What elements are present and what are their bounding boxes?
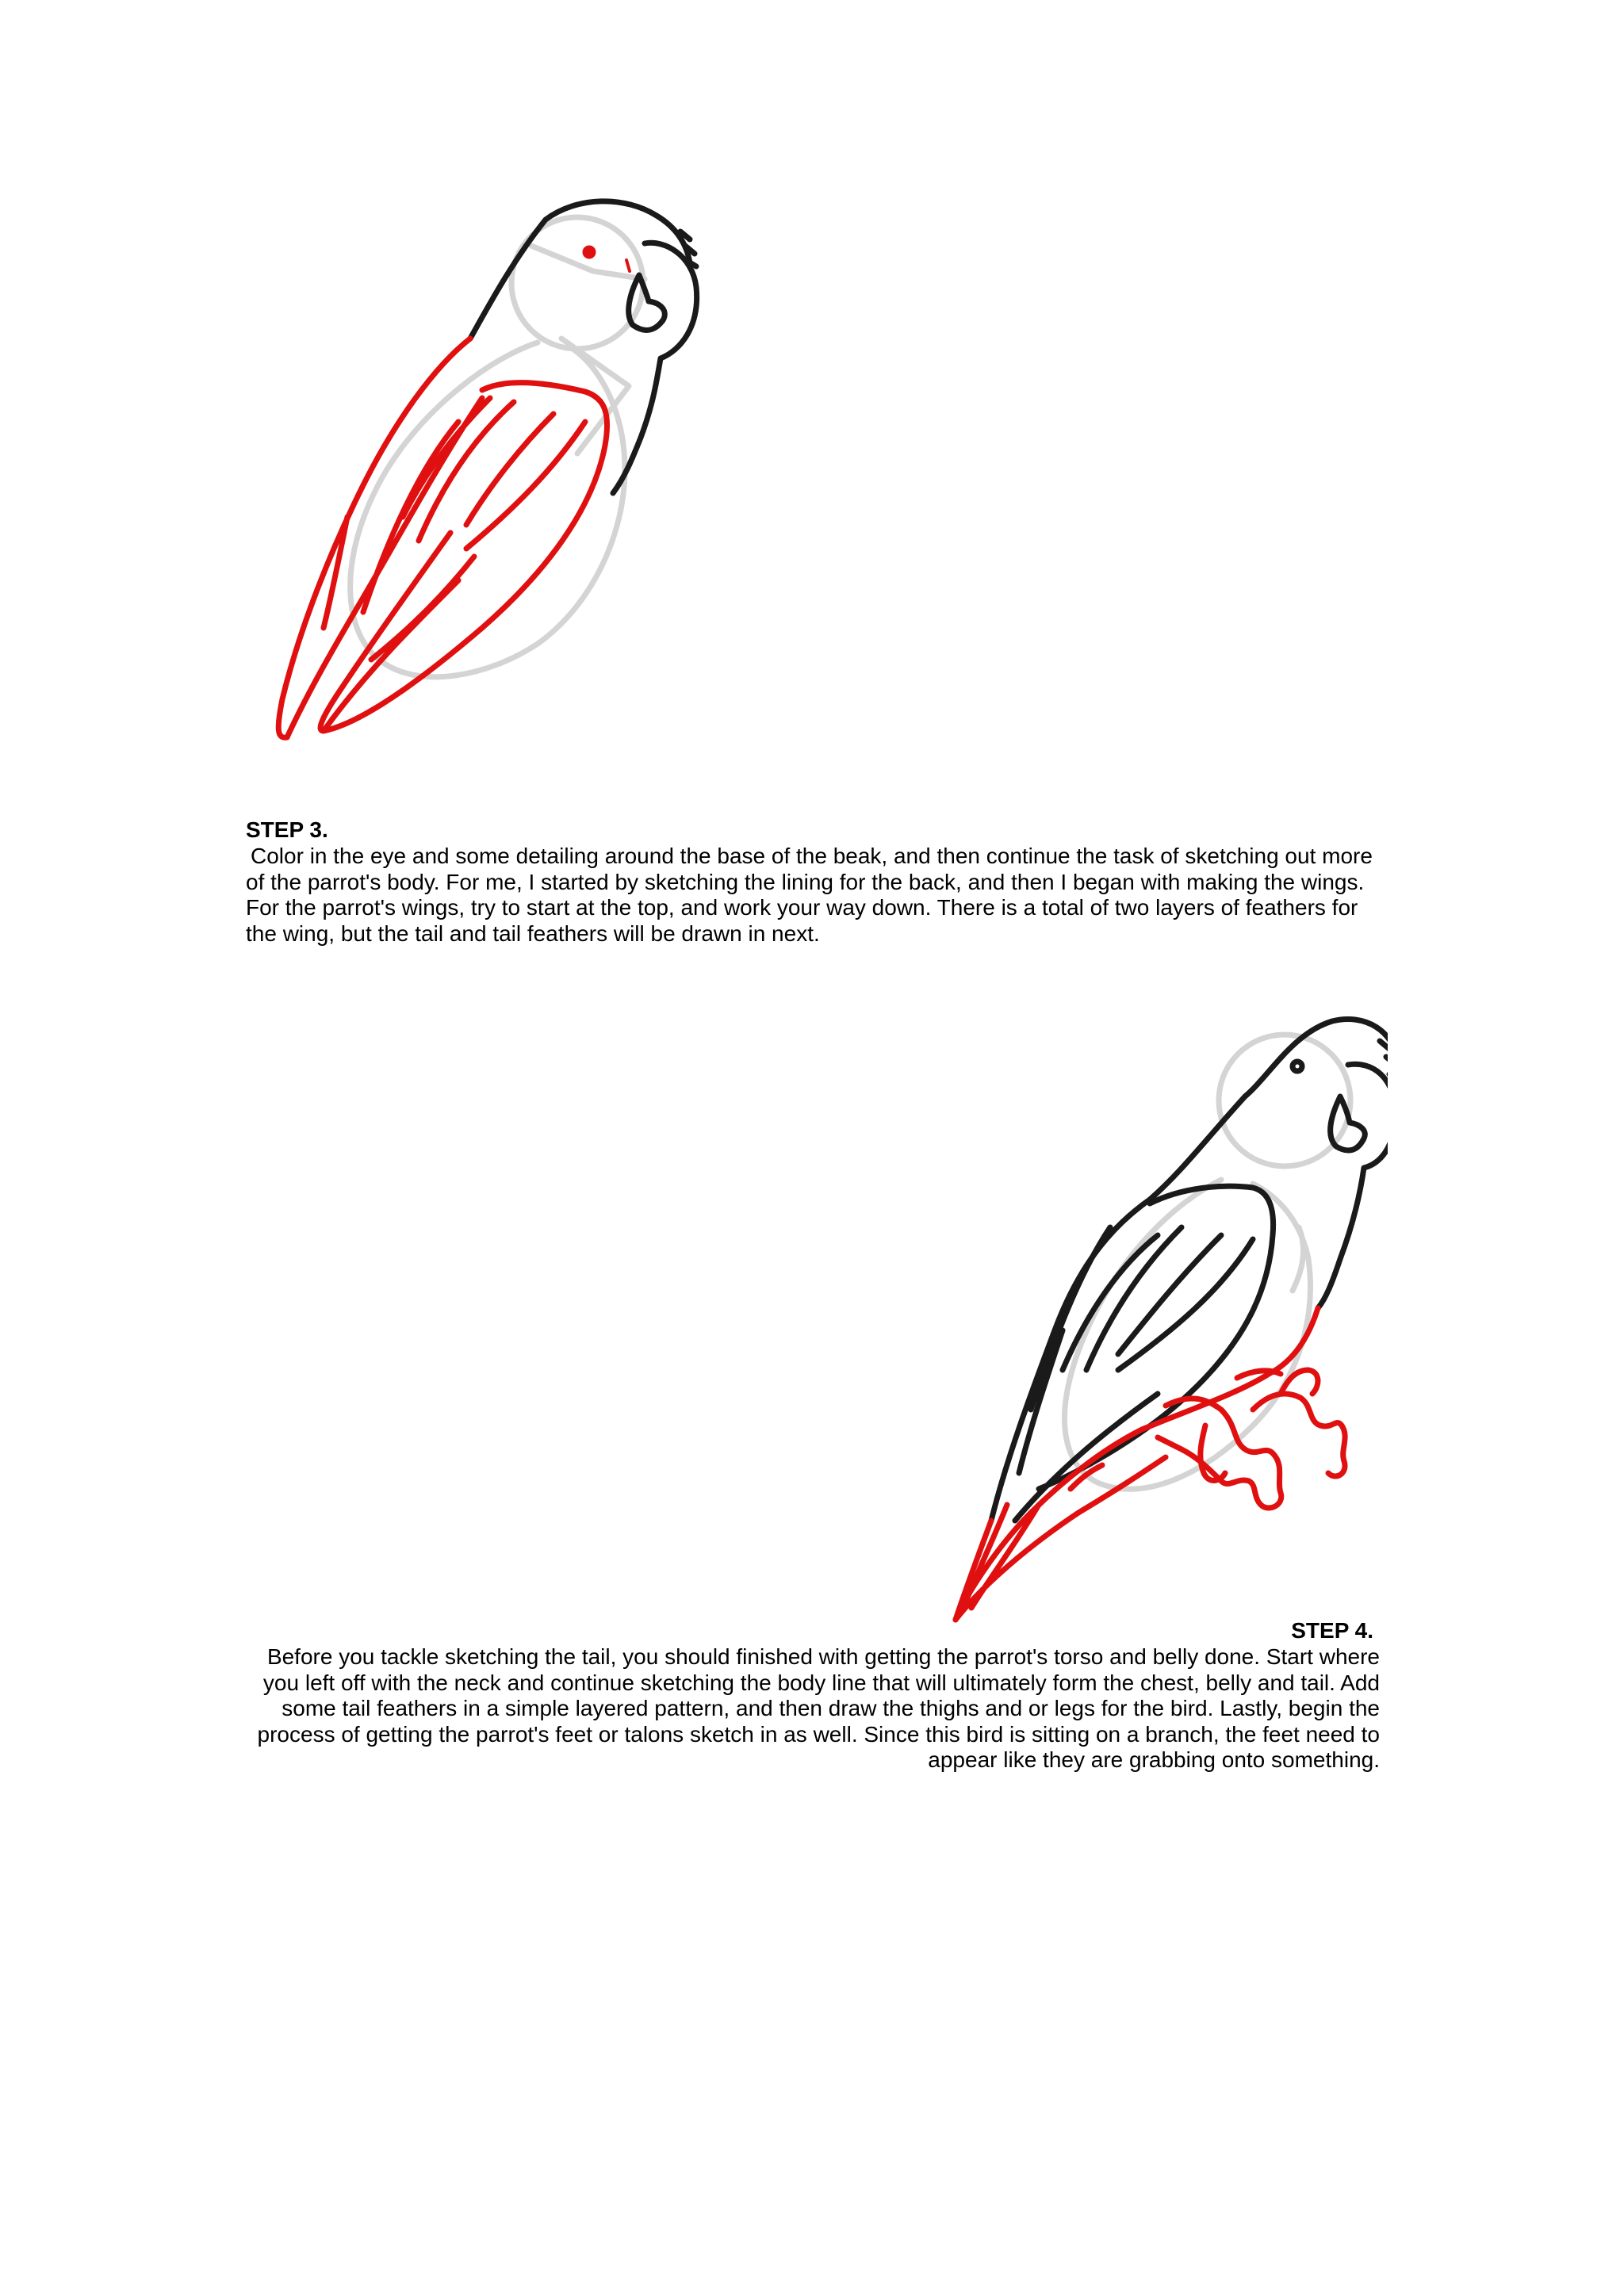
step-3-body: Color in the eye and some detailing around the base of the beak, and then continue the task of sketching out more of the parrot's body. For me, I started by sketching the lining for the back, and then I began with making the wings. For the parrot's wings, try to start at the top, and work your way down. There is a total of two layers of feathers for the wing, but the tail and tail feathers will be drawn in next. — [246, 844, 1373, 946]
step-3-block — [246, 817, 1380, 947]
step-4-block — [238, 1617, 1380, 1774]
step-4-title: STEP 4. — [1291, 1618, 1373, 1643]
eye-icon — [584, 247, 595, 258]
step-3-illustration — [252, 184, 807, 802]
step-4-illustration — [825, 997, 1388, 1624]
beak-detail — [626, 260, 630, 271]
guide-circles — [1065, 1035, 1351, 1489]
parrot-sketch-icon — [825, 997, 1388, 1624]
step-3-title: STEP 3. — [246, 817, 328, 842]
parrot-sketch-icon — [252, 184, 807, 802]
step-4-body: Before you tackle sketching the tail, you should finished with getting the parrot's torso and belly done. Start where you left off with the neck and continue sketching the body line that will ultimately form the chest, belly and tail. Add some tail feathers in a simple layered pattern, and then draw the thighs and or legs for the bird. Lastly, begin the process of getting the parrot's feet or talons sketch in as well. Since this bird is sitting on a branch, the feet need to appear like they are grabbing onto something. — [257, 1644, 1380, 1772]
step-4-additions — [956, 1308, 1345, 1620]
body-outline — [991, 1020, 1388, 1521]
